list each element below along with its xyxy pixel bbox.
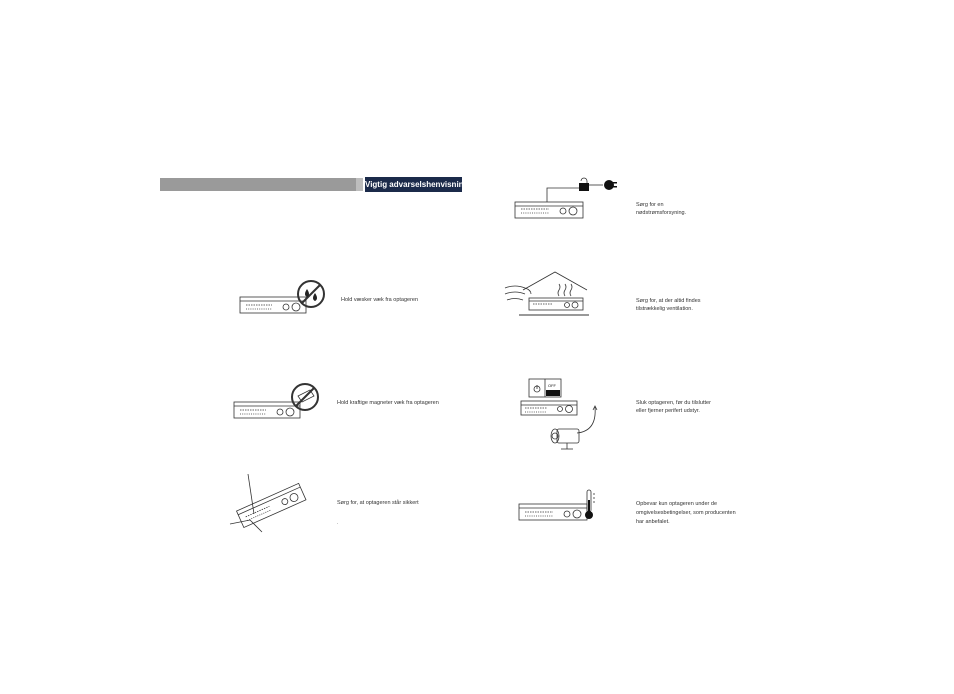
ventilation-text: [636, 297, 701, 313]
power-supply-text: [636, 201, 686, 217]
no-magnet-icon: [232, 382, 322, 422]
power-off-line-1: Sluk optageren, før du tilslutter: [636, 400, 711, 406]
header-bar: [160, 178, 356, 191]
header-divider: [356, 178, 363, 191]
thermometer-icon: [517, 488, 607, 528]
ventilation-line-1: Sørg for, at der altid findes: [636, 298, 701, 304]
stray-mark: .: [337, 520, 339, 526]
ventilation-icon: [503, 270, 593, 320]
section-title: Vigtig advarselshenvisning: [365, 177, 462, 192]
off-label: OFF: [548, 383, 556, 388]
environment-line-3: har anbefalet.: [636, 519, 670, 525]
ventilation-line-2: tilstrækkelig ventilation.: [636, 306, 693, 312]
tilted-recorder-icon: [228, 468, 318, 536]
power-off-text: [636, 399, 711, 415]
power-supply-line-2: nødstrømsforsyning.: [636, 210, 687, 216]
liquid-warning-text: Hold væsker væk fra optageren: [341, 297, 419, 303]
power-off-line-2: eller fjerner perifert udstyr.: [636, 408, 700, 414]
environment-text: [636, 500, 736, 527]
environment-line-2: omgivelsesbetingelser, som producenten: [636, 510, 736, 516]
power-supply-line-1: Sørg for en: [636, 202, 664, 208]
power-off-camera-icon: [519, 377, 611, 453]
no-liquid-icon: [238, 277, 328, 319]
environment-line-1: Opbevar kun optageren under de: [636, 501, 718, 507]
stability-warning-text: Sørg for, at optageren står sikkert: [337, 500, 419, 506]
magnet-warning-text: Hold kraftige magneter væk fra optageren: [337, 400, 439, 406]
power-lock-icon: [513, 174, 617, 220]
